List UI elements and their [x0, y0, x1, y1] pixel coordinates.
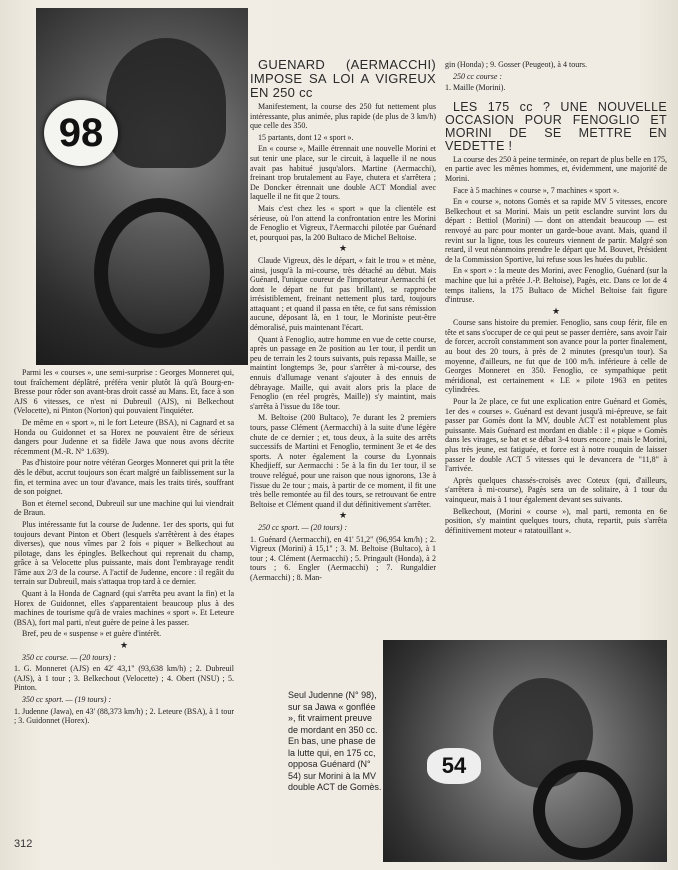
column-middle-paragraphs-1 — [250, 102, 436, 242]
paragraph: En « sport » : la meute des Morini, avec Fenoglio, Guénard (sur la machine que lui a prêtée J.-P. Beltoise), Pagès, etc. Dans ce lot de 4 temps italiens, la 175 Bultaco de Michel Beltoise fait figure d'intruse. — [445, 266, 667, 305]
results-continued: gin (Honda) ; 9. Gosser (Peugeot), à 4 tours. — [445, 60, 587, 69]
section-star: ★ — [338, 510, 348, 521]
race-number-plate: 98 — [44, 100, 118, 166]
race-photo-top — [36, 8, 248, 365]
paragraph: Plus intéressante fut la course de Judenne. 1er des sports, qui fut toujours devant Pinton et Obert (lesquels s'arrêtèrent à des étapes diverses), que nous vîmes par 2 fois « piquer » Belkechout au pilotage, dans les épingles. Belkechout qui reprenait du champ, grâce à sa Velocette plus puissante, mais dont l'embrayage rendit l'âme aux 2/3 de la course. A l'actif de Judenne, encore : il regâit du terrain sur Dubreuil, mais s'attaqua trop tard à ce dernier. — [14, 519, 234, 587]
rider-silhouette — [106, 38, 226, 168]
paragraph: Quant à Fenoglio, autre homme en vue de cette course, après un passage en 2e position au 1er tour, il perdit un peu de terrain les 2 tours suivants, puis repassa Maille, se maintint longtemps 3e, pour s'arrêter à mi-course, des ennuis d'allumage venant s'ajouter à des ennuis de débrayage. Maille, qui avait alors pris la place de Fenoglio (en réel progrès, Maille)) s'y maintint, mais s'arrêta à l'issue du 18e tour. — [250, 334, 436, 411]
result-title-350-course: 350 cc course. — (20 tours) : — [22, 652, 116, 662]
result-text-250-sport: 1. Guénard (Aermacchi), en 41' 51,2" (96,954 km/h) ; 2. Vigreux (Morini) à 15,1" ; 3. M. Beltoise (Bultaco), à 1 tour ; 4. Clément (Aermacchi) ; 5. Pringault (Honda), à 2 tours ; 6. Engler (Aermacchi) ; 7. Rungaldier (Aermacchi) ; 8. Man- — [250, 534, 436, 582]
result-title-350-sport: 350 cc sport. — (19 tours) : — [22, 695, 112, 704]
column-right-paragraphs-2 — [445, 318, 667, 535]
column-right — [445, 60, 667, 537]
page-number: 312 — [14, 838, 33, 850]
paragraph: Face à 5 machines « course », 7 machines « sport ». — [453, 185, 619, 195]
result-text-250-course: 1. Maille (Morini). — [445, 83, 506, 93]
paragraph: Manifestement, la course des 250 fut nettement plus intéressante, plus animée, plus rapide (de plus de 3 km/h) que celle des 350. — [250, 102, 436, 131]
paragraph: Pas d'histoire pour notre vétéran Georges Monneret qui prit la tête dès le début, accrut toujours son écart malgré un faiblissement sur la fin, et termina avec un tour d'avance, mais les traits tirés, souffrant de son poignet. — [14, 458, 234, 497]
paragraph: 15 partants, dont 12 « sport ». — [258, 132, 354, 142]
column-middle — [250, 58, 436, 585]
result-text-350-sport: 1. Judenne (Jawa), en 43' (88,373 km/h) ; 2. Leteure (BSA), à 1 tour ; 3. Guidonnet (Horex). — [14, 706, 234, 726]
result-title-250-sport: 250 cc sport. — (20 tours) : — [258, 522, 348, 532]
photo-caption: Seul Judenne (N° 98), sur sa Jawa « gonflée », fit vraiment preuve de mordant en 350 cc. En bas, une phase de la lutte qui, en 175 cc, opposa Guénard (N° 54) sur Morini à la MV double ACT de Gomès. — [288, 690, 382, 792]
headline-250: GUENARD (AERMACCHI) IMPOSE SA LOI A VIGREUX EN 250 cc — [250, 57, 436, 100]
race-number-plate: 54 — [427, 748, 481, 784]
paragraph: M. Beltoise (200 Bultaco), 7e durant les 2 premiers tours, passe Clément (Aermacchi) à la suite d'une légère chute de ce dernier ; et, tous deux, à la suite des arrêts successifs de Martini et Fenoglio, terminent 3e et 4e des sports. A noter également la course du Lyonnais Khedjieff, sur Aermacchi : 5e à la fin du 1er tour, il se trouve relégué, pour une raison que nous ignorons, 13e à l'issue du 2e tour ; mais, à partir de ce moment, il fit une très belle remontée au fil des tours, se retrouvant 6e entre Beltoise et Clément quand il dut définitivement s'arrêter. — [250, 413, 436, 509]
wheel-shape — [94, 198, 224, 348]
paragraph: De même en « sport », ni le fort Leteure (BSA), ni Cagnard et sa Honda ou Guidonnet et sa Horex ne pouvaient être de sérieux dangers pour Judenne et sa fidèle Jawa que nous avons décrite récemment (M.-R. N° 1.639). — [14, 417, 234, 456]
paragraph: Après quelques chassés-croisés avec Coteux (qui, d'ailleurs, s'arrêtera à mi-course), Pagès sera un de solitaire, à 1 tour du vainqueur, mais à 1 tour également devant ses suivants. — [445, 475, 667, 504]
section-star: ★ — [551, 305, 561, 316]
result-title-250-course: 250 cc course : — [453, 71, 503, 81]
paragraph: Bon et éternel second, Dubreuil sur une machine qui lui viendrait de Braun. — [14, 498, 234, 518]
paragraph: Course sans histoire du premier. Fenoglio, sans coup férir, file en tête et sans s'occuper de ce qui peut se passer derrière, sans avoir l'air de forcer, accroît constamment son avance pour la porter finalement, au bout des 20 tours, à près de 2 minutes (presqu'un tour). Sa moyenne, d'ailleurs, ne fut que de 100 m/h. inférieure à celle de Georges Monneret en 350. Fenoglio, ce sympathique petit méridional, est certainement « LE » pilote 1963 en petites cylindrées. — [445, 318, 667, 395]
paragraph: La course des 250 à peine terminée, on repart de plus belle en 175, en partie avec les mêmes hommes, et, évidemment, une majorité de Morini. — [445, 154, 667, 183]
paragraph: Pour la 2e place, ce fut une explication entre Guénard et Gomès, 1er des « courses ». Guénard est devant jusqu'à mi-épreuve, se fait passer par Gomès dont la MV, double ACT est notablement plus puissante. Mais Guénard est mordant en diable : il « pique » Gomès dans les virages, se bat et se débat 3-4 tours encore ; mais le Morini, plus très jeune, est fatiguée, et force est à notre rouquin de laisser passer le double ACT 5 vitesses qui le devancera de "11,8" à l'arrivée. — [445, 397, 667, 474]
paragraph: Quant à la Honda de Cagnard (qui s'arrêta peu avant la fin) et la Horex de Guidonnet, elles s'apparentaient beaucoup plus à des machines de tourisme qu'à de vraies machines « sport ». Et Leteure (BSA), fort mal parti, n'eut guère de peine à les passer. — [14, 589, 234, 627]
column-left-paragraphs — [14, 368, 234, 639]
paragraph: En « course », notons Gomès et sa rapide MV 5 vitesses, encore Belkechout et sa Morini. Mais un petit esclandre survint lors du départ : Bettiol (Morini) — dont on attendait beaucoup — est renvoyé au parc pour monter un garde-boue avant. Mais, quand il revint sur la ligne, tous les coureurs viennent de partir. Malgré son retard, il veut néanmoins prendre le départ que M. Bouvet, Président de la Commission Sportive, lui refuse sous les huées du public. — [445, 197, 667, 264]
race-photo-bottom — [383, 640, 667, 862]
paragraph: Parmi les « courses », une semi-surprise : Georges Monneret qui, tout fraîchement déplâtré, préféra venir plutôt là qu'à Bourg-en-Bresse pour rôder son avant-bras droit cassé au Mans. Et, face à son AJS 6 vitesses, ce n'est ni Dubreuil (AJS), ni Belkechout (Velocette), ni Pinton (Norton) qui pouvaient l'inquiéter. — [14, 368, 234, 416]
wheel-shape — [533, 760, 633, 860]
section-star: ★ — [119, 640, 129, 651]
paragraph: Mais c'est chez les « sport » que la clientèle est sérieuse, où l'on attend la confrontation entre les Morini de Fenoglio et Vigreux, l'Aermacchi pilotée par Guénard et, pourquoi pas, la 200 Bultaco de Michel Beltoise. — [250, 203, 436, 242]
column-left — [14, 368, 234, 728]
result-text-350-course: 1. G. Monneret (AJS) en 42' 43,1" (93,638 km/h) ; 2. Dubreuil (AJS), à 1 tour ; 3. Belkechout (Velocette) ; 4. Obert (NSU) ; 5. Pinton. — [14, 664, 234, 693]
paragraph: Bref, peu de « suspense » et guère d'intérêt. — [22, 629, 162, 639]
paragraph: Claude Vigreux, dès le départ, « fait le trou » et mène, ainsi, jusqu'à la mi-course, très détaché au début. Mais Guénard, l'unique coureur de l'importateur Aermacchi (et dont le départ ne fut pas brillant), se rapproche irrésistiblement, freinant nettement plus tard, toujours attaquant ; et quand il passa en tête, ce fut sans rémission aucune, déposant là, en 1 tour, le Moriníste peut-être démoralisé, puis maintenant l'écart. — [250, 255, 436, 333]
column-right-paragraphs-1 — [445, 155, 667, 305]
paragraph: En « course », Maille étrennait une nouvelle Morini et sut tenir une place, sur le circuit, à laquelle il ne nous avait pas habitué jusqu'alors. Martine (Aermacchi), freinant trop brutalement au Faye, chutera et s'arrêtera ; De Doncker étrennait une double ACT Mondial avec laquelle il ne fit que 2 tours. — [250, 144, 436, 202]
headline-175: LES 175 cc ? UNE NOUVELLE OCCASION POUR FENOGLIO ET MORINI DE SE METTRE EN VEDETTE ! — [445, 99, 667, 153]
paragraph: Belkechout, (Morini « course »), mal parti, remonta en 6e position, s'y maintint quelques tours, chuta, repartit, puis s'arrêta définitivement moteur « ratatouillant ». — [445, 506, 667, 535]
section-star: ★ — [338, 243, 348, 254]
column-middle-paragraphs-2 — [250, 256, 436, 509]
